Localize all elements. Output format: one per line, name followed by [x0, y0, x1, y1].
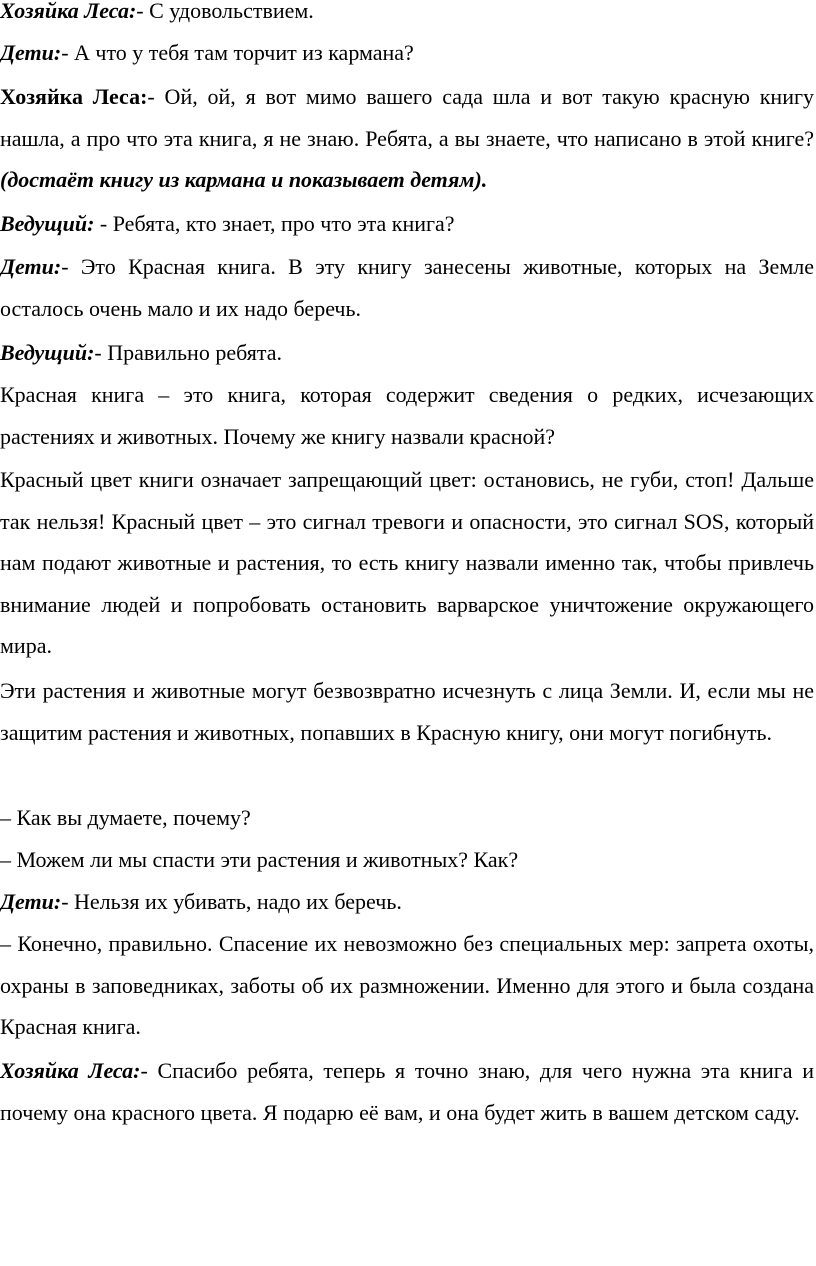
speaker-name: Хозяйка Леса:: [0, 1058, 141, 1083]
dialogue-line: [0, 881, 814, 923]
text-paragraph: – Конечно, правильно. Спасение их невозможно без специальных мер: запрета охоты, охраны в заповедниках, заботы об их размножении. Именно для этого и была создана Красная книга.: [0, 931, 814, 1039]
line-text: - Спасибо ребята, теперь я точно знаю, для чего нужна эта книга и почему она красного цвета. Я подарю её вам, и она будет жить в вашем детском саду.: [0, 1058, 814, 1125]
line-text: - А что у тебя там торчит из кармана?: [61, 40, 414, 65]
dialogue-line: [0, 0, 814, 32]
dialogue-line: [0, 246, 814, 329]
dialogue-line: [0, 76, 814, 201]
dialogue-line: [0, 332, 814, 374]
stage-direction: (достаёт книгу из кармана и показывает детям).: [0, 167, 488, 192]
dialogue-line: [0, 203, 814, 245]
text-paragraph: Красный цвет книги означает запрещающий цвет: остановись, не губи, стоп! Дальше так нельзя! Красный цвет – это сигнал тревоги и опасности, это сигнал SOS, который нам подают животные и растения, то есть книгу назвали именно так, чтобы привлечь внимание людей и попробовать остановить варварское уничтожение окружающего мира.: [0, 467, 814, 658]
speaker-name: Дети:: [0, 889, 62, 914]
speaker-name: Хозяйка Леса:: [0, 84, 148, 109]
line-text: - Правильно ребята.: [94, 340, 283, 365]
speaker-name: Хозяйка Леса:: [0, 0, 137, 23]
text-paragraph: Красная книга – это книга, которая содержит сведения о редких, исчезающих растениях и животных. Почему же книгу назвали красной?: [0, 382, 814, 449]
speaker-name: Ведущий:: [0, 211, 95, 236]
text-paragraph: – Как вы думаете, почему?: [0, 805, 251, 830]
line-text: - Это Красная книга. В эту книгу занесены животные, которых на Земле осталось очень мало и их надо беречь.: [0, 254, 814, 321]
line-text: - Ой, ой, я вот мимо вашего сада шла и вот такую красную книгу нашла, а про что эта книга, я не знаю. Ребята, а вы знаете, что написано в этой книге?: [0, 84, 814, 151]
line-text: - Ребята, кто знает, про что эта книга?: [94, 211, 455, 236]
dialogue-line: [0, 1050, 814, 1133]
dialogue-line: [0, 32, 814, 74]
speaker-name: Ведущий:: [0, 340, 95, 365]
text-paragraph: – Можем ли мы спасти эти растения и животных? Как?: [0, 847, 519, 872]
line-text: - С удовольствием.: [136, 0, 314, 23]
speaker-name: Дети:: [0, 40, 62, 65]
line-text: - Нельзя их убивать, надо их беречь.: [61, 889, 402, 914]
text-paragraph: Эти растения и животные могут безвозвратно исчезнуть с лица Земли. И, если мы не защитим растения и животных, попавших в Красную книгу, они могут погибнуть.: [0, 678, 814, 745]
speaker-name: Дети:: [0, 254, 62, 279]
